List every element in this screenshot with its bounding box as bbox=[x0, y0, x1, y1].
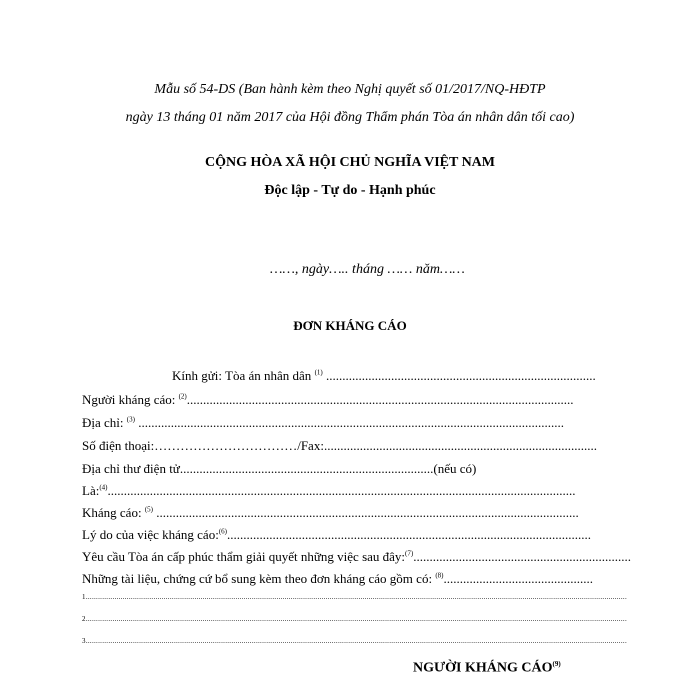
field-label: Địa chỉ thư điện tử bbox=[82, 461, 180, 476]
footnote-marker: (7) bbox=[405, 549, 414, 558]
footnote-marker: (3) bbox=[126, 415, 135, 424]
item-number: 2 bbox=[82, 615, 86, 623]
field-fill: ................................................................................................................................... bbox=[134, 415, 564, 430]
field-fill: ................................................................... bbox=[413, 549, 631, 564]
signature-title: NGƯỜI KHÁNG CÁO bbox=[413, 660, 553, 676]
footnote-marker: (6) bbox=[218, 527, 227, 536]
item-fill: ........................................................................................................................................................................................................................................................................ bbox=[85, 615, 628, 623]
field-label: Số điện thoại:……………………………/Fax: bbox=[82, 438, 324, 453]
footnote-marker: (4) bbox=[99, 483, 108, 492]
field-fill: ....................................................................................................................... bbox=[186, 392, 574, 407]
item-number: 1 bbox=[82, 593, 86, 601]
field-label: Kính gửi: Tòa án nhân dân bbox=[172, 368, 312, 383]
footnote-marker: (5) bbox=[144, 505, 153, 514]
footnote-marker: (2) bbox=[178, 392, 187, 401]
form-reference-line-2: ngày 13 tháng 01 năm 2017 của Hội đồng Thẩm phán Tòa án nhân dân tối cao) bbox=[125, 110, 575, 125]
footnote-marker: (9) bbox=[552, 660, 561, 668]
field-label: Người kháng cáo: bbox=[82, 392, 176, 407]
field-fill: ................................................................................................................................................ bbox=[107, 483, 576, 498]
item-fill: ........................................................................................................................................................................................................................................................................ bbox=[85, 593, 628, 601]
item-number: 3 bbox=[82, 637, 86, 645]
field-role bbox=[82, 483, 602, 499]
field-reason bbox=[82, 527, 602, 543]
field-email bbox=[82, 461, 602, 477]
field-label: Những tài liệu, chứng cứ bổ sung kèm theo đơn kháng cáo gồm có: bbox=[82, 571, 433, 586]
nation-title: CỘNG HÒA XÃ HỘI CHỦ NGHĨA VIỆT NAM bbox=[204, 155, 495, 170]
field-label: Là: bbox=[82, 483, 100, 498]
form-reference-line-1: Mẫu số 54-DS (Ban hành kèm theo Nghị quyết số 01/2017/NQ-HĐTP bbox=[154, 82, 546, 97]
item-fill: ........................................................................................................................................................................................................................................................................ bbox=[85, 637, 628, 645]
attachment-item bbox=[82, 615, 628, 623]
form-title: ĐƠN KHÁNG CÁO bbox=[293, 318, 407, 333]
field-recipient-court bbox=[172, 368, 602, 384]
field-attachments bbox=[82, 571, 602, 587]
field-appellant bbox=[82, 392, 602, 408]
attachment-item bbox=[82, 593, 628, 601]
field-address bbox=[82, 415, 602, 431]
field-fill: .................................................................................... bbox=[323, 438, 597, 453]
field-fill: ................................................................................................................ bbox=[226, 527, 591, 542]
signature-label bbox=[413, 660, 561, 677]
field-requests bbox=[82, 549, 631, 565]
attachment-item bbox=[82, 637, 628, 645]
field-fill: ..............................................................................(nếu có) bbox=[179, 461, 477, 476]
field-label: Địa chỉ: bbox=[82, 415, 124, 430]
footnote-marker: (8) bbox=[435, 571, 444, 580]
field-fill: .............................................. bbox=[443, 571, 593, 586]
field-fill: ................................................................................... bbox=[322, 368, 596, 383]
field-fill: .................................................................................................................................. bbox=[152, 505, 579, 520]
date-line: ……, ngày….. tháng …… năm…… bbox=[270, 262, 465, 277]
field-label: Kháng cáo: bbox=[82, 505, 142, 520]
field-label: Lý do của việc kháng cáo: bbox=[82, 527, 219, 542]
field-appeal bbox=[82, 505, 602, 521]
field-label: Yêu cầu Tòa án cấp phúc thẩm giải quyết những việc sau đây: bbox=[82, 549, 406, 564]
footnote-marker: (1) bbox=[314, 368, 323, 377]
nation-motto: Độc lập - Tự do - Hạnh phúc bbox=[264, 183, 436, 198]
field-phone-fax bbox=[82, 438, 602, 454]
